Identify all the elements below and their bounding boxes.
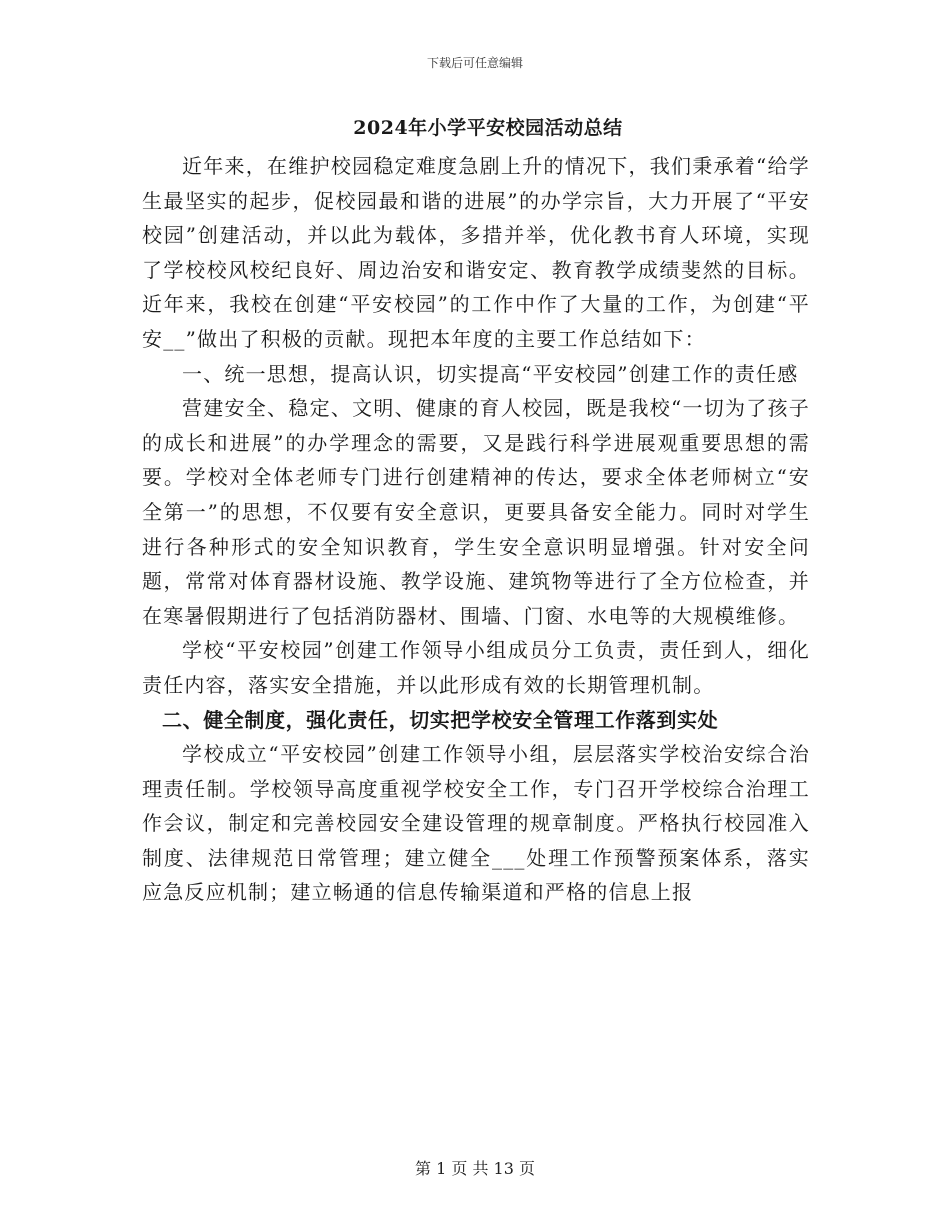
paragraph-section-2: 学校成立“平安校园”创建工作领导小组，层层落实学校治安综合治理责任制。学校领导高度重视学校安全工作，专门召开学校综合治理工作会议，制定和完善校园安全建设管理的规章制度。严格执行校园准入制度、法律规范日常管理；建立健全___处理工作预警预案体系，落实应急反应机制；建立畅通的信息传输渠道和严格的信息上报 <box>142 742 810 905</box>
section-heading-1: 一、统一思想，提高认识，切实提高“平安校园”创建工作的责任感 <box>182 361 799 386</box>
page-header-note: 下载后可任意编辑 <box>426 56 523 70</box>
paragraph-section-1: 营建安全、稳定、文明、健康的育人校园，既是我校“一切为了孩子的成长和进展”的办学理念的需要，又是践行科学进展观重要思想的需要。学校对全体老师专门进行创建精神的传达，要求全体老师树立“安全第一”的思想，不仅要有安全意识，更要具备安全能力。同时对学生进行各种形式的安全知识教育，学生安全意识明显增强。针对安全问题，常常对体育器材设施、教学设施、建筑物等进行了全方位检查，并在寒暑假期进行了包括消防器材、围墙、门窗、水电等的大规模维修。 <box>142 396 810 628</box>
document-title: 2024年小学平安校园活动总结 <box>353 117 623 139</box>
document-body <box>142 113 810 910</box>
paragraph-intro: 近年来，在维护校园稳定难度急剧上升的情况下，我们秉承着“给学生最坚实的起步，促校园最和谐的进展”的办学宗旨，大力开展了“平安校园”创建活动，并以此为载体，多措并举，优化教书育人环境，实现了学校校风校纪良好、周边治安和谐安定、教育教学成绩斐然的目标。近年来，我校在创建“平安校园”的工作中作了大量的工作，为创建“平安__”做出了积极的贡献。现把本年度的主要工作总结如下： <box>142 154 810 351</box>
section-heading-2: 二、健全制度，强化责任，切实把学校安全管理工作落到实处 <box>162 707 719 732</box>
page-number: 第 1 页 共 13 页 <box>415 1159 535 1178</box>
paragraph-section-1-b: 学校“平安校园”创建工作领导小组成员分工负责，责任到人，细化责任内容，落实安全措施，并以此形成有效的长期管理机制。 <box>142 638 810 697</box>
